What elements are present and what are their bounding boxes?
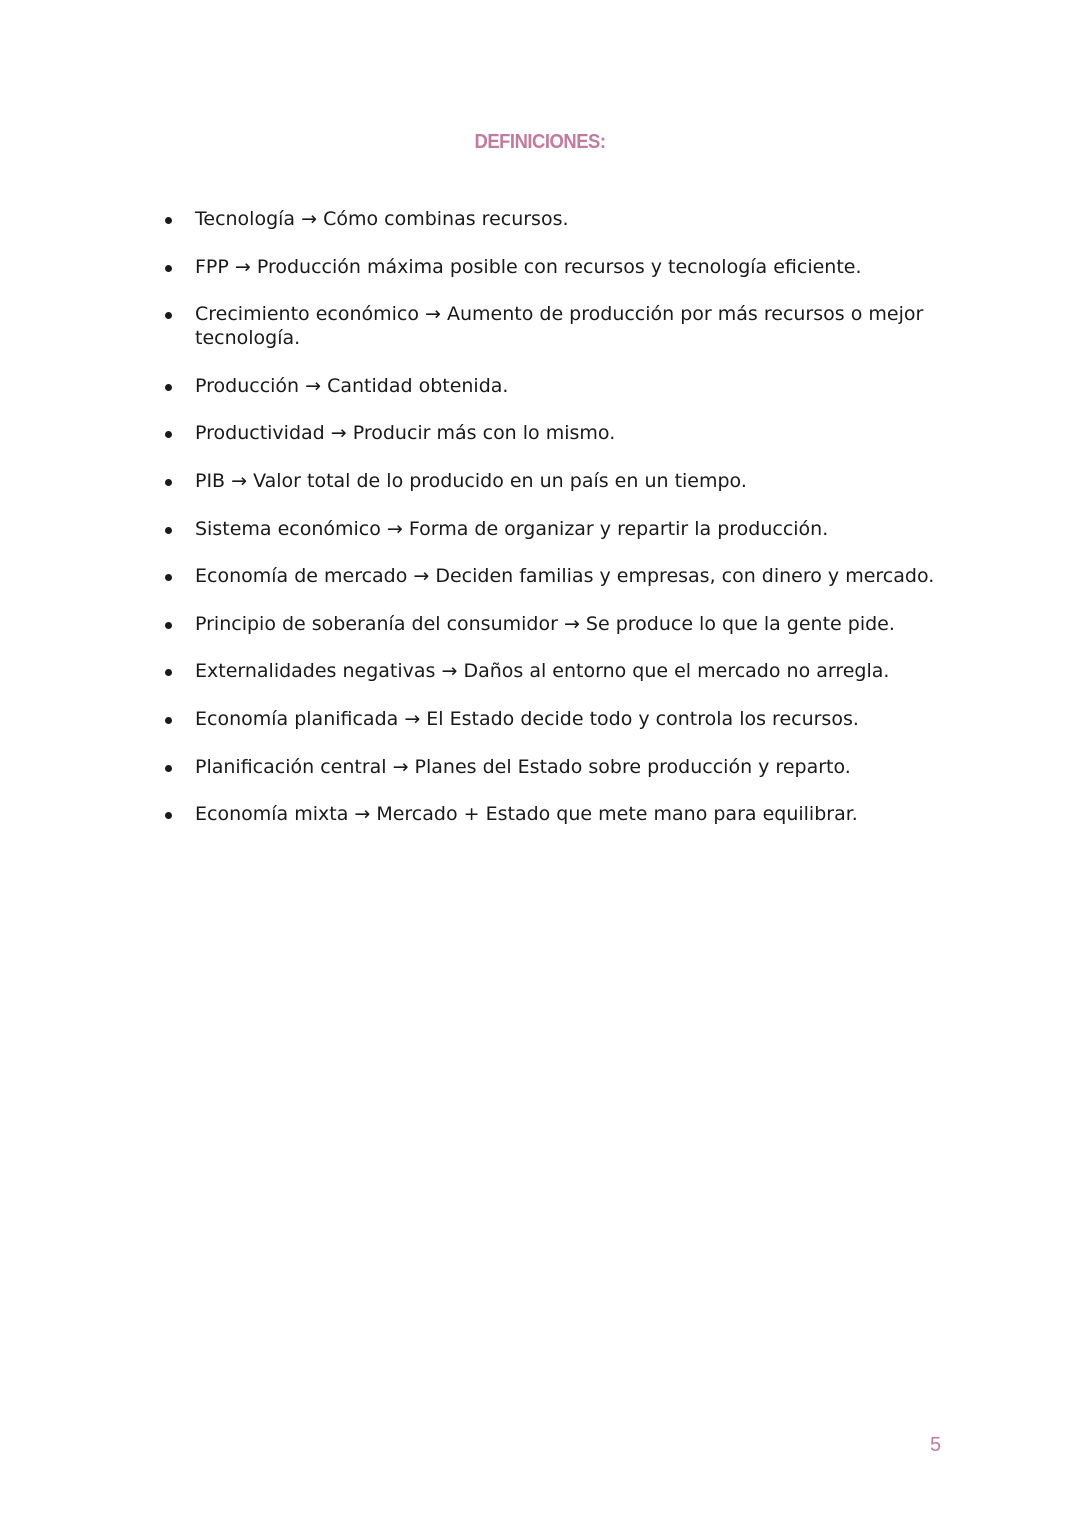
definition-text: Productividad → Producir más con lo mismo.	[195, 422, 616, 445]
bullet-icon	[165, 312, 172, 319]
list-item	[160, 755, 940, 779]
bullet-icon	[165, 669, 172, 676]
list-item	[160, 302, 940, 350]
list-item	[160, 374, 940, 398]
bullet-icon	[165, 622, 172, 629]
definition-text: Externalidades negativas → Daños al entorno que el mercado no arregla.	[195, 660, 890, 683]
bullet-icon	[165, 431, 172, 438]
bullet-icon	[165, 717, 172, 724]
list-item	[160, 255, 940, 279]
list-item	[160, 207, 940, 231]
bullet-icon	[165, 765, 172, 772]
bullet-icon	[165, 384, 172, 391]
definition-text: FPP → Producción máxima posible con recursos y tecnología eficiente.	[195, 255, 862, 278]
list-item	[160, 659, 940, 683]
definition-text: Crecimiento económico → Aumento de producción por más recursos o mejor tecnología.	[195, 303, 924, 350]
definition-text: Tecnología → Cómo combinas recursos.	[195, 208, 569, 230]
definition-text: Economía de mercado → Deciden familias y empresas, con dinero y mercado.	[195, 565, 935, 588]
definitions-list	[160, 207, 940, 850]
list-item	[160, 469, 940, 493]
page-number: 5	[930, 1434, 942, 1456]
bullet-icon	[165, 479, 172, 486]
definition-text: PIB → Valor total de lo producido en un país en un tiempo.	[195, 469, 747, 492]
page-title: DEFINICIONES:	[474, 131, 606, 153]
list-item	[160, 517, 940, 541]
definition-text: Sistema económico → Forma de organizar y repartir la producción.	[195, 517, 829, 540]
bullet-icon	[165, 527, 172, 534]
bullet-icon	[165, 574, 172, 581]
definition-text: Economía mixta → Mercado + Estado que mete mano para equilibrar.	[195, 803, 858, 826]
definition-text: Economía planificada → El Estado decide todo y controla los recursos.	[195, 707, 859, 730]
list-item	[160, 802, 940, 826]
list-item	[160, 421, 940, 445]
list-item	[160, 612, 940, 636]
bullet-icon	[165, 812, 172, 819]
bullet-icon	[165, 217, 172, 224]
definition-text: Producción → Cantidad obtenida.	[195, 374, 509, 397]
definition-text: Planificación central → Planes del Estado sobre producción y reparto.	[195, 755, 851, 778]
list-item	[160, 707, 940, 731]
list-item	[160, 564, 940, 588]
bullet-icon	[165, 265, 172, 272]
definition-text: Principio de soberanía del consumidor → Se produce lo que la gente pide.	[195, 612, 895, 635]
